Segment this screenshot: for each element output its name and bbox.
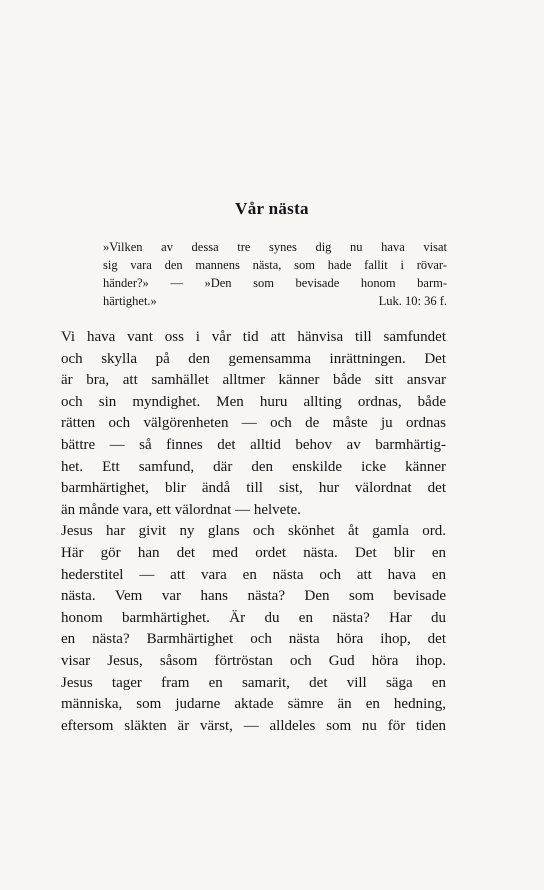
epigraph-line: händer?» — »Den som bevisade honom barm- [103, 276, 447, 290]
text-line: och sin myndighet. Men huru allting ordnas, både [61, 393, 446, 410]
text-line: är bra, att samhället alltmer känner både sitt ansvar [61, 372, 446, 389]
text-line: och skylla på den gemensamma inrättningen. Det [61, 350, 446, 367]
text-line: barmhärtighet, blir ändå till sist, hur välordnat det [61, 480, 446, 497]
text-line: Jesus tager fram en samarit, det vill säga en [61, 674, 446, 691]
text-line: visar Jesus, såsom förtröstan och Gud höra ihop. [61, 652, 446, 669]
text-line: het. Ett samfund, där den enskilde icke känner [61, 458, 446, 475]
epigraph-last-line [103, 292, 447, 310]
epigraph-line: sig vara den mannens nästa, som hade fallit i rövar- [103, 258, 447, 272]
text-line: bättre — så finnes det alltid behov av barmhärtig- [61, 436, 446, 453]
text-line: honom barmhärtighet. Är du en nästa? Har du [61, 609, 446, 626]
text-line: nästa. Vem var hans nästa? Den som bevisade [61, 588, 446, 605]
text-line: än månde vara, ett välordnat — helvete. [61, 501, 301, 518]
epigraph-line: härtighet.» [103, 294, 157, 308]
text-line: Vi hava vant oss i vår tid att hänvisa till samfundet [61, 329, 446, 345]
text-line: människa, som judarne aktade sämre än en hedning, [61, 696, 446, 713]
chapter-title: Vår nästa [235, 199, 309, 218]
epigraph-reference: Luk. 10: 36 f. [378, 294, 447, 308]
text-line: Här gör han det med ordet nästa. Det blir en [61, 544, 446, 561]
body-text [61, 327, 446, 737]
text-line: eftersom släkten är värst, — alldeles som nu för tiden [61, 717, 446, 734]
text-line: Jesus har givit ny glans och skönhet åt gamla ord. [61, 523, 446, 540]
text-line: en nästa? Barmhärtighet och nästa höra ihop, det [61, 631, 446, 648]
text-line: hederstitel — att vara en nästa och att hava en [61, 566, 446, 583]
epigraph-line: »Vilken av dessa tre synes dig nu hava visat [103, 240, 447, 254]
epigraph-quote [103, 238, 447, 310]
text-line: rätten och välgörenheten — och de måste ju ordnas [61, 415, 446, 432]
